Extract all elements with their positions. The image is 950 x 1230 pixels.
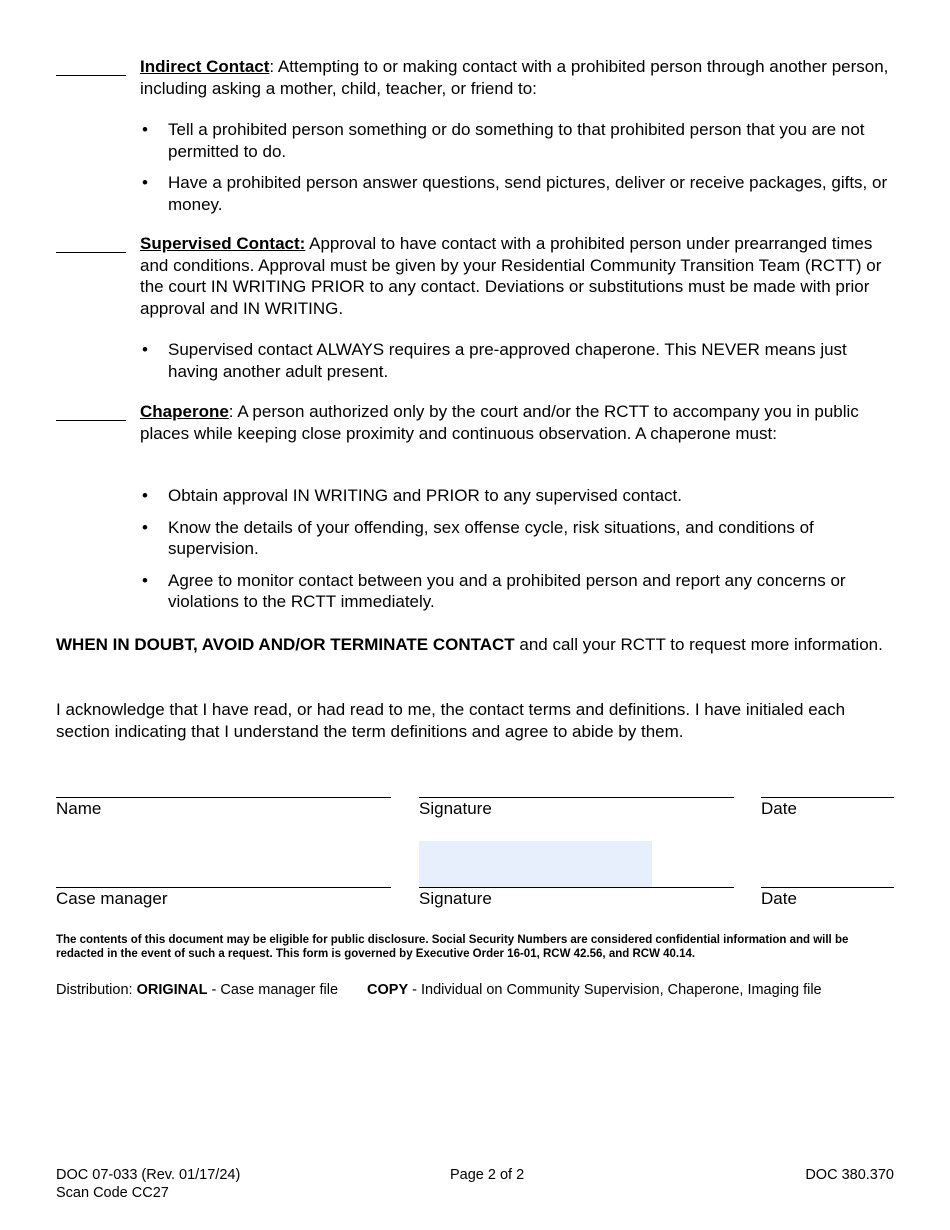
warning-statement: WHEN IN DOUBT, AVOID AND/OR TERMINATE CONTACT and call your RCTT to request more information. — [56, 635, 883, 654]
copy-label: COPY — [367, 982, 409, 998]
signature-label: Signature — [419, 799, 492, 818]
signature-field[interactable] — [419, 797, 734, 798]
chaperone-definition: Chaperone: A person authorized only by the court and/or the RCTT to accompany you in public places while keeping close proximity and continuous observation. A chaperone must: — [140, 402, 859, 443]
supervised-contact-bullets — [140, 339, 900, 392]
case-manager-signature-label: Signature — [419, 889, 492, 908]
supervised-contact-term: Supervised Contact: — [140, 234, 306, 253]
initials-field-chaperone[interactable] — [56, 420, 126, 421]
footer-left — [56, 1166, 240, 1202]
original-label: ORIGINAL — [136, 982, 208, 998]
page-number: Page 2 of 2 — [450, 1167, 525, 1183]
date-label: Date — [761, 799, 797, 818]
initials-field-indirect-contact[interactable] — [56, 75, 126, 76]
name-field[interactable] — [56, 797, 391, 798]
acknowledgement-statement: I acknowledge that I have read, or had read to me, the contact terms and definitions. I have initialed each section indicating that I understand the term definitions and agree to abide by them. — [56, 700, 846, 741]
policy-number: DOC 380.370 — [805, 1167, 894, 1183]
list-item: • Agree to monitor contact between you and a prohibited person and report any concerns or violations to the RCTT immediately. — [140, 570, 900, 613]
supervised-contact-definition — [140, 233, 900, 319]
date-field[interactable] — [761, 797, 894, 798]
case-manager-signature-input[interactable] — [419, 841, 652, 887]
chaperone-text: A person authorized only by the court and/or the RCTT to accompany you in public places while keeping close proximity and continuous observation. A chaperone must: — [140, 402, 859, 443]
warning-bold: WHEN IN DOUBT, AVOID AND/OR TERMINATE CONTACT — [56, 635, 515, 654]
chaperone-bullets — [140, 485, 900, 623]
initials-field-supervised-contact[interactable] — [56, 252, 126, 253]
form-number: DOC 07-033 (Rev. 01/17/24) — [56, 1167, 241, 1183]
case-manager-signature-field[interactable] — [419, 887, 734, 888]
chaperone-term: Chaperone — [140, 402, 229, 421]
indirect-contact-term: Indirect Contact — [140, 57, 270, 76]
list-item: • Tell a prohibited person something or do something to that prohibited person that you are not permitted to do. — [140, 119, 900, 162]
supervised-contact-text: Approval to have contact with a prohibited person under prearranged times and conditions. Approval must be given by your Residential Community Transition Team (RCTT) or the court IN WRITING PRIOR to any contact. Deviations or substitutions must be made with prior approval and IN WRITING. — [140, 234, 882, 318]
case-manager-label: Case manager — [56, 889, 168, 908]
list-item: • Have a prohibited person answer questions, send pictures, deliver or receive packages, gifts, or money. — [140, 172, 900, 215]
case-manager-name-field[interactable] — [56, 887, 391, 888]
indirect-contact-bullets — [140, 119, 900, 225]
indirect-contact-text: Attempting to or making contact with a prohibited person through another person, including asking a mother, child, teacher, or friend to: — [140, 57, 889, 98]
name-label: Name — [56, 799, 102, 818]
disclosure-notice: The contents of this document may be eligible for public disclosure. Social Security Numbers are considered confidential information and will be redacted in the event of such a request. This form is governed by Executive Order 16-01, RCW 42.56, and RCW 40.14. — [56, 934, 849, 960]
distribution-line: Distribution: ORIGINAL - Case manager file COPY - Individual on Community Supervision, Chaperone, Imaging file — [56, 982, 822, 998]
list-item: • Supervised contact ALWAYS requires a pre-approved chaperone. This NEVER means just having another adult present. — [140, 339, 900, 382]
case-manager-date-field[interactable] — [761, 887, 894, 888]
list-item: • Know the details of your offending, sex offense cycle, risk situations, and conditions of supervision. — [140, 517, 900, 560]
case-manager-date-label: Date — [761, 889, 797, 908]
scan-code: Scan Code CC27 — [56, 1185, 169, 1201]
list-item: • Obtain approval IN WRITING and PRIOR to any supervised contact. — [140, 485, 900, 507]
indirect-contact-definition: Indirect Contact: Attempting to or making contact with a prohibited person through another person, including asking a mother, child, teacher, or friend to: — [140, 57, 889, 98]
